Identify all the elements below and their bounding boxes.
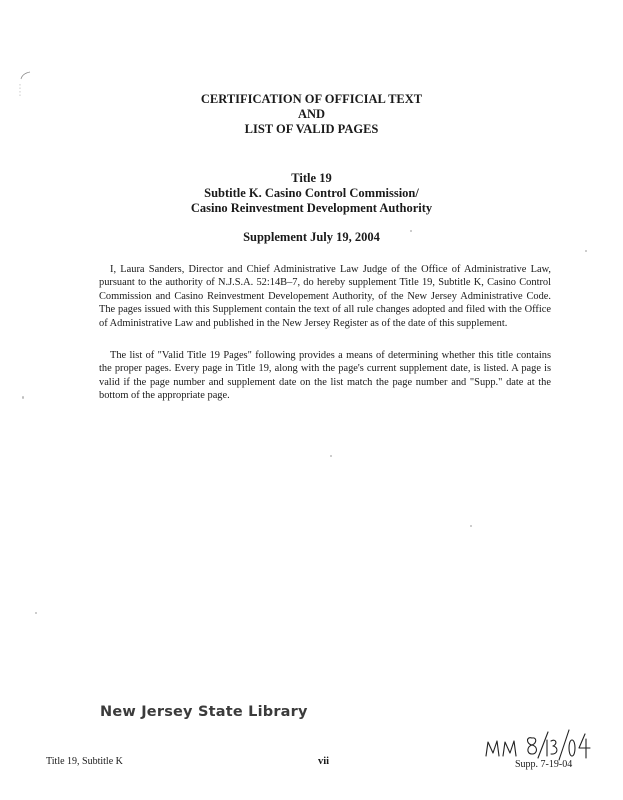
supplement-heading: Supplement July 19, 2004	[243, 230, 380, 244]
certification-line-2: AND	[297, 107, 326, 121]
scan-speck	[470, 525, 472, 527]
certification-paragraph: I, Laura Sanders, Director and Chief Administrative Law Judge of the Office of Administrative Law, pursuant to the authority of N.J.S.A. 52:14B–7, do hereby supplement Title 19, Subtitle K, Casino Control Commission and Casino Reinvestment Developement Authority, of the New Jersey Administrative Code. The pages issued with this Supplement contain the text of all rule changes adopted and filed with the Office of Administrative Law and published in the New Jersey Register as of the date of this supplement.	[99, 264, 551, 329]
certification-line-3: LIST OF VALID PAGES	[244, 122, 379, 136]
footer-title: Title 19, Subtitle K	[46, 756, 123, 767]
scan-speck	[22, 396, 24, 399]
page-number: vii	[318, 756, 330, 767]
library-stamp: New Jersey State Library	[100, 704, 308, 720]
certification-title	[0, 92, 623, 137]
subtitle-line: Subtitle K. Casino Control Commission/	[204, 186, 419, 200]
certification-line-1: CERTIFICATION OF OFFICIAL TEXT	[200, 92, 423, 106]
valid-pages-paragraph: The list of "Valid Title 19 Pages" following provides a means of determining whether this title contains the proper pages. Every page in Title 19, along with the page's current supplement date, is listed. A page is valid if the page number and supplement date on the list match the page number and "Supp." date at the bottom of the appropriate page.	[99, 350, 551, 402]
title-line-1: Title 19	[291, 171, 332, 185]
scan-speck	[35, 612, 37, 614]
scan-speck	[585, 250, 587, 252]
authority-line: Casino Reinvestment Development Authority	[190, 201, 433, 215]
supplement-date: Supp. 7-19-04	[515, 759, 573, 770]
scan-speck	[330, 455, 332, 457]
title-block	[0, 171, 623, 216]
